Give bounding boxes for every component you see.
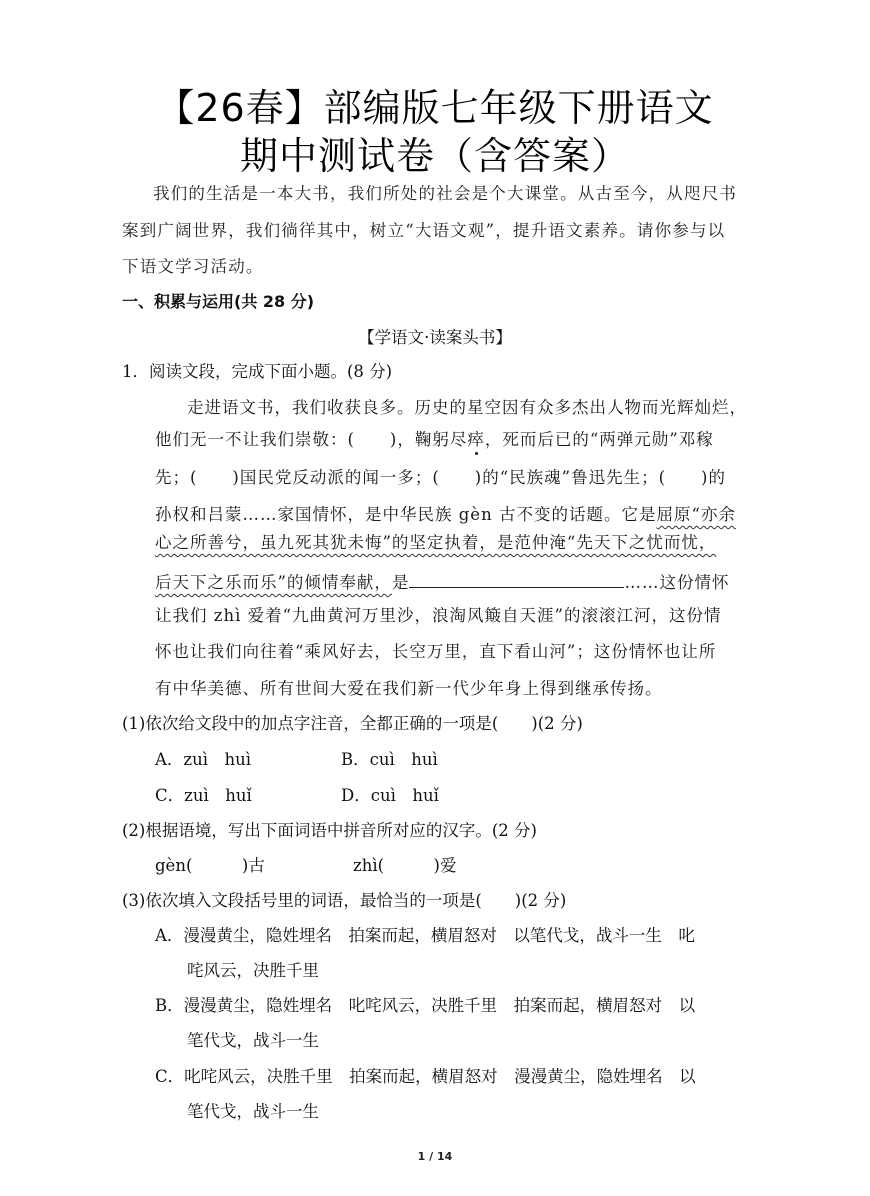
fill-blank-zhi[interactable]: zhì( )爱 <box>353 856 457 875</box>
option-a[interactable]: A．zuì huì <box>155 750 252 769</box>
subsection-heading: 【学语文·读案头书】 <box>358 328 512 347</box>
option-b-line-2: 笔代戈，战斗一生 <box>187 1031 319 1050</box>
section-heading: 一、积累与运用(共 28 分) <box>122 292 315 311</box>
fill-blank-gen[interactable]: gèn( )古 <box>155 856 265 875</box>
option-b[interactable]: B．cuì huì <box>341 750 438 769</box>
subquestion-2-stem: (2)根据语境，写出下面词语中拼音所对应的汉字。(2 分) <box>122 821 537 840</box>
passage-line-7: 让我们 zhì 爱着“九曲黄河万里沙，浪淘风簸自天涯”的滚滚江河，这份情 <box>155 606 722 625</box>
document-title-line-2: 期中测试卷（含答案） <box>239 134 630 178</box>
document-title-line-1: 【26春】部编版七年级下册语文 <box>156 86 714 130</box>
passage-line-9: 有中华美德、所有世间大爱在我们新一代少年身上得到继承传扬。 <box>155 679 663 698</box>
option-c[interactable]: C．zuì huǐ <box>155 786 252 805</box>
subquestion-1-stem: (1)依次给文段中的加点字注音，全都正确的一项是( )(2 分) <box>122 714 583 733</box>
wavy-underlined-text: 心之所善兮，虽九死其犹未悔”的坚定执着，是范仲淹“先天下之忧而忧， <box>155 533 717 552</box>
answer-blank[interactable] <box>409 571 624 588</box>
intro-line-1: 我们的生活是一本大书，我们所处的社会是个大课堂。从古至今，从咫尺书 <box>153 184 738 203</box>
passage-line-5 <box>155 532 716 554</box>
passage-line-6: 后天下之乐而乐”的倾情奉献，是 ……这份情怀 <box>155 573 730 592</box>
option-b-line-1[interactable]: B．漫漫黄尘，隐姓埋名 叱咤风云，决胜千里 拍案而起，横眉怒对 以 <box>155 996 696 1015</box>
dotted-char: 瘁 <box>467 430 485 449</box>
passage-line-2: 他们无一不让我们崇敬：( )，鞠躬尽瘁，死而后已的“两弹元勋”邓稼 <box>155 430 714 449</box>
page-number: 1 / 14 <box>417 1150 453 1163</box>
subquestion-3-stem: (3)依次填入文段括号里的词语，最恰当的一项是( )(2 分) <box>122 891 567 910</box>
option-d[interactable]: D．cuì huǐ <box>341 786 439 805</box>
passage-line-3: 先；( )国民党反动派的闻一多；( )的“民族魂”鲁迅先生；( )的 <box>155 468 726 487</box>
wavy-underlined-text: 后天下之乐而乐”的倾情奉献， <box>155 573 392 592</box>
passage-line-1: 走进语文书，我们收获良多。历史的星空因有众多杰出人物而光辉灿烂， <box>187 398 747 417</box>
passage-line-4: 孙权和吕蒙……家国情怀，是中华民族 gèn 古不变的话题。它是屈原“亦余 <box>155 505 736 524</box>
option-c-line-2: 笔代戈，战斗一生 <box>187 1102 319 1121</box>
passage-line-8: 怀也让我们向往着“乘风好去，长空万里，直下看山河”；这份情怀也让所 <box>155 642 717 661</box>
option-a-line-1[interactable]: A．漫漫黄尘，隐姓埋名 拍案而起，横眉怒对 以笔代戈，战斗一生 叱 <box>155 926 695 945</box>
intro-line-2: 案到广阔世界，我们徜徉其中，树立“大语文观”，提升语文素养。请你参与以 <box>122 221 726 240</box>
question-1-stem: 1．阅读文段，完成下面小题。(8 分) <box>122 362 393 381</box>
option-c-line-1[interactable]: C．叱咤风云，决胜千里 拍案而起，横眉怒对 漫漫黄尘，隐姓埋名 以 <box>155 1067 696 1086</box>
option-a-line-2: 咤风云，决胜千里 <box>187 961 319 980</box>
wavy-underlined-text: 屈原“亦余 <box>656 505 736 524</box>
intro-line-3: 下语文学习活动。 <box>122 257 264 276</box>
